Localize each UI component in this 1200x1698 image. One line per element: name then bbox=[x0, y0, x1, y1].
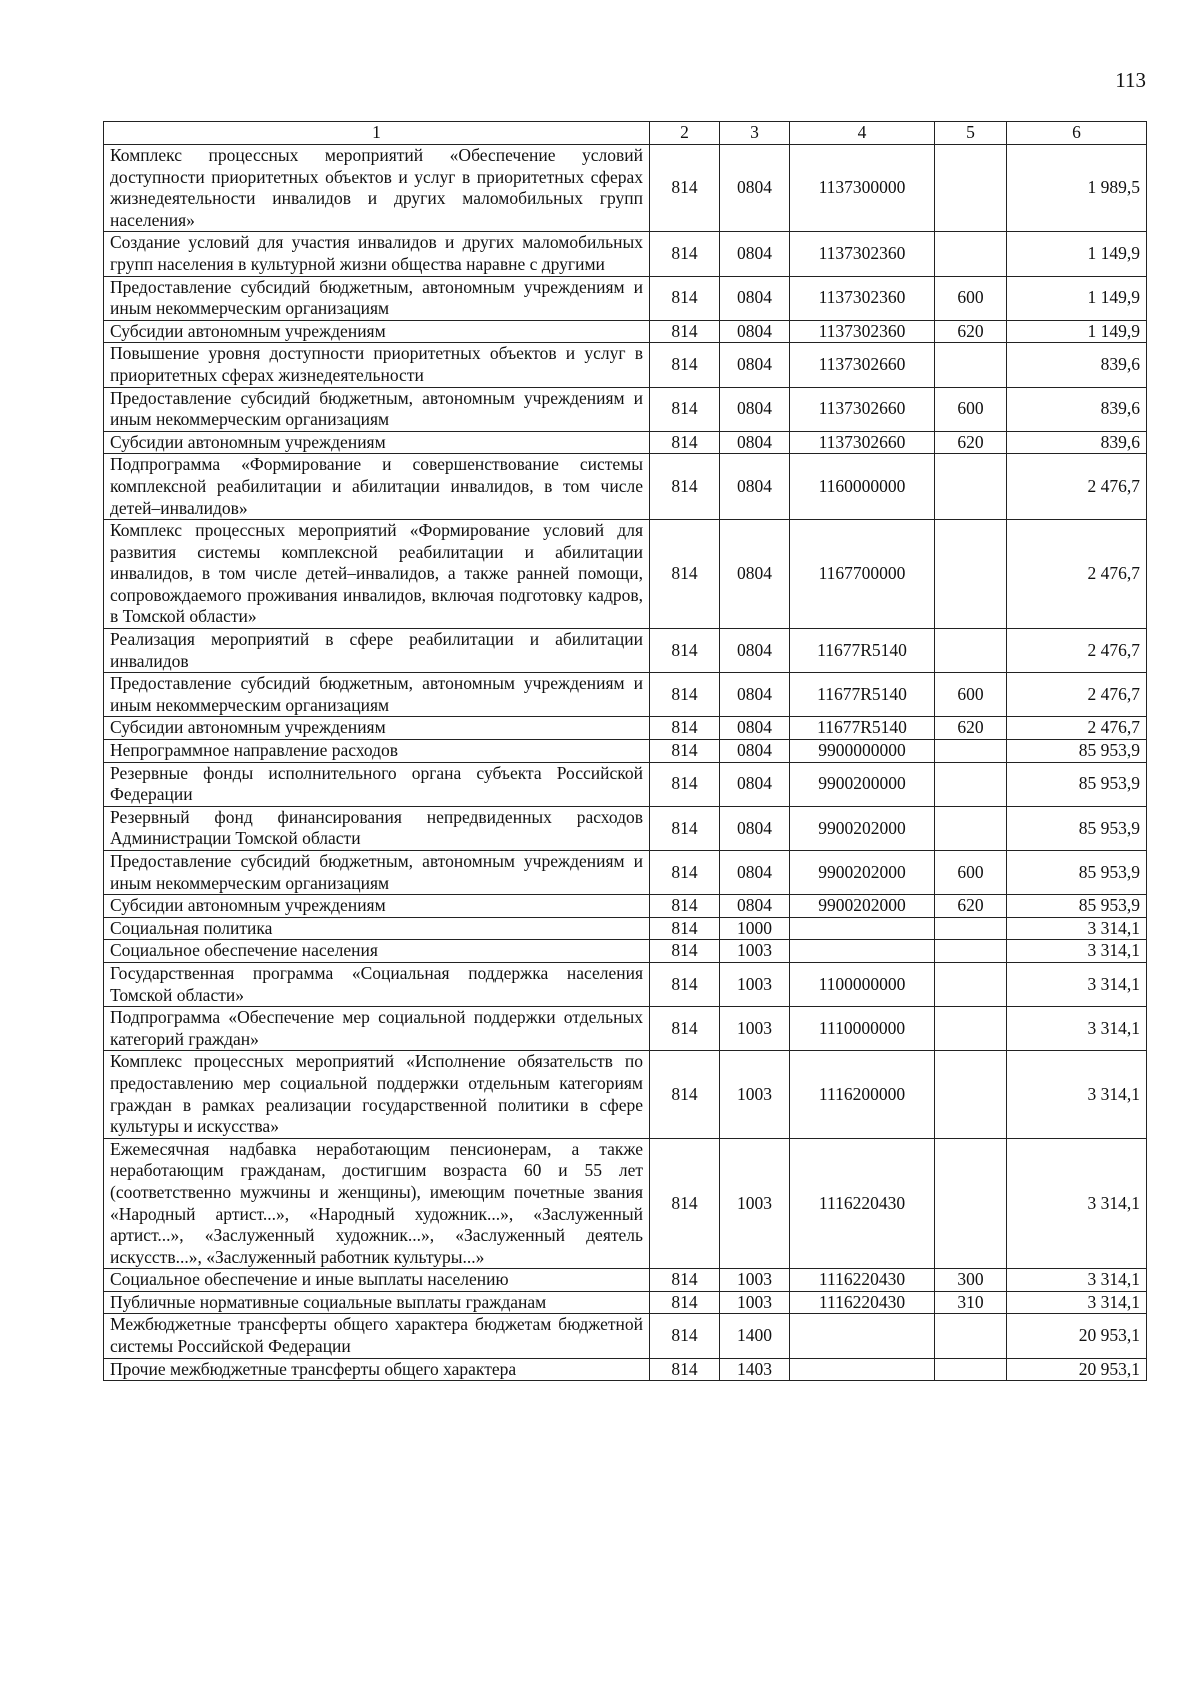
cell-amount: 85 953,9 bbox=[1007, 806, 1147, 850]
cell-name: Подпрограмма «Формирование и совершенствование системы комплексной реабилитации и абилитации инвалидов, в том числе детей–инвалидов» bbox=[104, 454, 650, 520]
table-row bbox=[104, 717, 1147, 740]
cell-ministry-code: 814 bbox=[650, 232, 720, 276]
cell-expense-type bbox=[935, 1314, 1007, 1358]
cell-expense-type bbox=[935, 232, 1007, 276]
cell-expense-type bbox=[935, 454, 1007, 520]
cell-amount: 1 149,9 bbox=[1007, 320, 1147, 343]
cell-target-article: 1100000000 bbox=[790, 962, 935, 1006]
cell-ministry-code: 814 bbox=[650, 520, 720, 629]
cell-section-code: 0804 bbox=[720, 806, 790, 850]
cell-name: Непрограммное направление расходов bbox=[104, 740, 650, 763]
cell-section-code: 0804 bbox=[720, 320, 790, 343]
cell-section-code: 0804 bbox=[720, 851, 790, 895]
cell-amount: 85 953,9 bbox=[1007, 762, 1147, 806]
cell-ministry-code: 814 bbox=[650, 1291, 720, 1314]
cell-amount: 2 476,7 bbox=[1007, 629, 1147, 673]
table-row bbox=[104, 917, 1147, 940]
cell-amount: 1 149,9 bbox=[1007, 232, 1147, 276]
cell-ministry-code: 814 bbox=[650, 962, 720, 1006]
cell-target-article: 11677R5140 bbox=[790, 673, 935, 717]
cell-target-article: 1137302360 bbox=[790, 276, 935, 320]
cell-name: Публичные нормативные социальные выплаты гражданам bbox=[104, 1291, 650, 1314]
cell-name: Социальное обеспечение и иные выплаты населению bbox=[104, 1269, 650, 1292]
cell-target-article: 9900000000 bbox=[790, 740, 935, 763]
cell-amount: 2 476,7 bbox=[1007, 717, 1147, 740]
cell-ministry-code: 814 bbox=[650, 1314, 720, 1358]
cell-name: Ежемесячная надбавка неработающим пенсионерам, а также неработающим гражданам, достигшим возраста 60 и 55 лет (соответственно мужчины и женщины), имеющим почетные звания «Народный артист...», «Народный художник...», «Заслуженный артист...», «Заслуженный художник...», «Заслуженный деятель искусств...», «Заслуженный работник культуры...» bbox=[104, 1138, 650, 1269]
cell-target-article bbox=[790, 940, 935, 963]
cell-ministry-code: 814 bbox=[650, 1138, 720, 1269]
cell-section-code: 0804 bbox=[720, 276, 790, 320]
cell-name: Резервный фонд финансирования непредвиденных расходов Администрации Томской области bbox=[104, 806, 650, 850]
cell-amount: 85 953,9 bbox=[1007, 740, 1147, 763]
cell-section-code: 1003 bbox=[720, 1051, 790, 1138]
cell-section-code: 1000 bbox=[720, 917, 790, 940]
cell-expense-type bbox=[935, 1358, 1007, 1381]
cell-amount: 1 149,9 bbox=[1007, 276, 1147, 320]
table-row bbox=[104, 1138, 1147, 1269]
cell-ministry-code: 814 bbox=[650, 895, 720, 918]
cell-target-article: 1116220430 bbox=[790, 1138, 935, 1269]
cell-section-code: 0804 bbox=[720, 232, 790, 276]
table-row bbox=[104, 740, 1147, 763]
cell-target-article: 1137302660 bbox=[790, 387, 935, 431]
cell-name: Субсидии автономным учреждениям bbox=[104, 717, 650, 740]
cell-section-code: 0804 bbox=[720, 431, 790, 454]
table-row bbox=[104, 454, 1147, 520]
table-row bbox=[104, 962, 1147, 1006]
cell-target-article: 1116200000 bbox=[790, 1051, 935, 1138]
cell-name: Резервные фонды исполнительного органа субъекта Российской Федерации bbox=[104, 762, 650, 806]
cell-section-code: 1400 bbox=[720, 1314, 790, 1358]
table-row bbox=[104, 145, 1147, 232]
cell-section-code: 0804 bbox=[720, 520, 790, 629]
cell-expense-type bbox=[935, 1051, 1007, 1138]
cell-expense-type: 600 bbox=[935, 673, 1007, 717]
cell-ministry-code: 814 bbox=[650, 320, 720, 343]
cell-name: Комплекс процессных мероприятий «Исполнение обязательств по предоставлению мер социальной поддержки отдельным категориям граждан в рамках реализации государственной политики в сфере культуры и искусства» bbox=[104, 1051, 650, 1138]
cell-target-article bbox=[790, 1314, 935, 1358]
cell-name: Субсидии автономным учреждениям bbox=[104, 320, 650, 343]
cell-target-article: 11677R5140 bbox=[790, 717, 935, 740]
cell-expense-type bbox=[935, 740, 1007, 763]
cell-expense-type bbox=[935, 917, 1007, 940]
cell-amount: 85 953,9 bbox=[1007, 895, 1147, 918]
cell-expense-type: 600 bbox=[935, 851, 1007, 895]
table-row bbox=[104, 895, 1147, 918]
table-row bbox=[104, 806, 1147, 850]
cell-ministry-code: 814 bbox=[650, 454, 720, 520]
table-header bbox=[104, 122, 1147, 145]
cell-ministry-code: 814 bbox=[650, 431, 720, 454]
cell-ministry-code: 814 bbox=[650, 806, 720, 850]
cell-amount: 3 314,1 bbox=[1007, 1291, 1147, 1314]
cell-amount: 3 314,1 bbox=[1007, 1138, 1147, 1269]
table-row bbox=[104, 1051, 1147, 1138]
cell-expense-type bbox=[935, 940, 1007, 963]
cell-expense-type: 300 bbox=[935, 1269, 1007, 1292]
cell-ministry-code: 814 bbox=[650, 740, 720, 763]
header-col-1: 1 bbox=[104, 122, 650, 145]
cell-amount: 3 314,1 bbox=[1007, 1051, 1147, 1138]
header-col-2: 2 bbox=[650, 122, 720, 145]
cell-amount: 3 314,1 bbox=[1007, 940, 1147, 963]
cell-name: Предоставление субсидий бюджетным, автономным учреждениям и иным некоммерческим организациям bbox=[104, 387, 650, 431]
cell-amount: 1 989,5 bbox=[1007, 145, 1147, 232]
table-row bbox=[104, 232, 1147, 276]
cell-name: Субсидии автономным учреждениям bbox=[104, 895, 650, 918]
cell-target-article: 1137302660 bbox=[790, 431, 935, 454]
cell-amount: 85 953,9 bbox=[1007, 851, 1147, 895]
cell-target-article: 11677R5140 bbox=[790, 629, 935, 673]
header-row bbox=[104, 122, 1147, 145]
cell-name: Субсидии автономным учреждениям bbox=[104, 431, 650, 454]
cell-section-code: 1003 bbox=[720, 1007, 790, 1051]
cell-name: Реализация мероприятий в сфере реабилитации и абилитации инвалидов bbox=[104, 629, 650, 673]
cell-expense-type bbox=[935, 962, 1007, 1006]
cell-section-code: 1003 bbox=[720, 1138, 790, 1269]
cell-section-code: 1003 bbox=[720, 962, 790, 1006]
cell-expense-type: 620 bbox=[935, 895, 1007, 918]
cell-target-article: 9900202000 bbox=[790, 895, 935, 918]
cell-target-article: 1137302360 bbox=[790, 320, 935, 343]
table-row bbox=[104, 276, 1147, 320]
cell-section-code: 0804 bbox=[720, 673, 790, 717]
cell-target-article: 1137302360 bbox=[790, 232, 935, 276]
cell-name: Социальное обеспечение населения bbox=[104, 940, 650, 963]
cell-expense-type bbox=[935, 520, 1007, 629]
cell-expense-type bbox=[935, 762, 1007, 806]
cell-name: Комплекс процессных мероприятий «Формирование условий для развития системы комплексной реабилитации и абилитации инвалидов, в том числе детей–инвалидов, а также ранней помощи, сопровождаемого проживания инвалидов, включая подготовку кадров, в Томской области» bbox=[104, 520, 650, 629]
cell-amount: 839,6 bbox=[1007, 343, 1147, 387]
budget-table bbox=[103, 121, 1147, 1381]
table-row bbox=[104, 940, 1147, 963]
cell-name: Повышение уровня доступности приоритетных объектов и услуг в приоритетных сферах жизнедеятельности bbox=[104, 343, 650, 387]
cell-target-article: 9900200000 bbox=[790, 762, 935, 806]
cell-section-code: 0804 bbox=[720, 629, 790, 673]
cell-target-article: 1116220430 bbox=[790, 1269, 935, 1292]
header-col-3: 3 bbox=[720, 122, 790, 145]
cell-expense-type: 310 bbox=[935, 1291, 1007, 1314]
cell-section-code: 0804 bbox=[720, 762, 790, 806]
cell-amount: 2 476,7 bbox=[1007, 520, 1147, 629]
cell-ministry-code: 814 bbox=[650, 1358, 720, 1381]
cell-ministry-code: 814 bbox=[650, 762, 720, 806]
table-row bbox=[104, 1269, 1147, 1292]
cell-ministry-code: 814 bbox=[650, 1051, 720, 1138]
cell-section-code: 1003 bbox=[720, 940, 790, 963]
cell-expense-type bbox=[935, 145, 1007, 232]
cell-section-code: 1003 bbox=[720, 1269, 790, 1292]
cell-section-code: 0804 bbox=[720, 145, 790, 232]
cell-ministry-code: 814 bbox=[650, 387, 720, 431]
cell-amount: 3 314,1 bbox=[1007, 917, 1147, 940]
cell-expense-type bbox=[935, 806, 1007, 850]
cell-name: Комплекс процессных мероприятий «Обеспечение условий доступности приоритетных объектов и услуг в приоритетных сферах жизнедеятельности инвалидов и других маломобильных групп населения» bbox=[104, 145, 650, 232]
cell-expense-type bbox=[935, 629, 1007, 673]
cell-amount: 20 953,1 bbox=[1007, 1358, 1147, 1381]
cell-amount: 2 476,7 bbox=[1007, 454, 1147, 520]
cell-name: Государственная программа «Социальная поддержка населения Томской области» bbox=[104, 962, 650, 1006]
table-row bbox=[104, 520, 1147, 629]
cell-amount: 839,6 bbox=[1007, 387, 1147, 431]
cell-section-code: 1403 bbox=[720, 1358, 790, 1381]
cell-name: Предоставление субсидий бюджетным, автономным учреждениям и иным некоммерческим организациям bbox=[104, 851, 650, 895]
table-row bbox=[104, 1314, 1147, 1358]
cell-target-article bbox=[790, 1358, 935, 1381]
cell-ministry-code: 814 bbox=[650, 851, 720, 895]
cell-name: Социальная политика bbox=[104, 917, 650, 940]
cell-ministry-code: 814 bbox=[650, 1269, 720, 1292]
cell-expense-type bbox=[935, 343, 1007, 387]
header-col-4: 4 bbox=[790, 122, 935, 145]
cell-target-article: 1116220430 bbox=[790, 1291, 935, 1314]
cell-name: Межбюджетные трансферты общего характера бюджетам бюджетной системы Российской Федерации bbox=[104, 1314, 650, 1358]
cell-amount: 20 953,1 bbox=[1007, 1314, 1147, 1358]
cell-section-code: 0804 bbox=[720, 895, 790, 918]
page-number: 113 bbox=[1115, 68, 1146, 92]
cell-target-article: 1110000000 bbox=[790, 1007, 935, 1051]
cell-ministry-code: 814 bbox=[650, 629, 720, 673]
cell-amount: 3 314,1 bbox=[1007, 962, 1147, 1006]
cell-amount: 3 314,1 bbox=[1007, 1269, 1147, 1292]
cell-ministry-code: 814 bbox=[650, 1007, 720, 1051]
cell-target-article bbox=[790, 917, 935, 940]
cell-target-article: 9900202000 bbox=[790, 851, 935, 895]
cell-ministry-code: 814 bbox=[650, 145, 720, 232]
cell-expense-type bbox=[935, 1007, 1007, 1051]
table-row bbox=[104, 1358, 1147, 1381]
table-row bbox=[104, 431, 1147, 454]
cell-name: Подпрограмма «Обеспечение мер социальной поддержки отдельных категорий граждан» bbox=[104, 1007, 650, 1051]
table-row bbox=[104, 1291, 1147, 1314]
cell-name: Прочие межбюджетные трансферты общего характера bbox=[104, 1358, 650, 1381]
cell-name: Предоставление субсидий бюджетным, автономным учреждениям и иным некоммерческим организациям bbox=[104, 673, 650, 717]
cell-expense-type: 620 bbox=[935, 320, 1007, 343]
cell-ministry-code: 814 bbox=[650, 343, 720, 387]
table-row bbox=[104, 629, 1147, 673]
header-col-5: 5 bbox=[935, 122, 1007, 145]
cell-expense-type: 620 bbox=[935, 431, 1007, 454]
cell-expense-type bbox=[935, 1138, 1007, 1269]
cell-amount: 839,6 bbox=[1007, 431, 1147, 454]
cell-target-article: 1160000000 bbox=[790, 454, 935, 520]
cell-target-article: 1167700000 bbox=[790, 520, 935, 629]
cell-ministry-code: 814 bbox=[650, 673, 720, 717]
table-body bbox=[104, 145, 1147, 1381]
cell-section-code: 1003 bbox=[720, 1291, 790, 1314]
cell-ministry-code: 814 bbox=[650, 940, 720, 963]
cell-name: Создание условий для участия инвалидов и других маломобильных групп населения в культурной жизни общества наравне с другими bbox=[104, 232, 650, 276]
cell-expense-type: 620 bbox=[935, 717, 1007, 740]
cell-name: Предоставление субсидий бюджетным, автономным учреждениям и иным некоммерческим организациям bbox=[104, 276, 650, 320]
table-row bbox=[104, 1007, 1147, 1051]
cell-amount: 2 476,7 bbox=[1007, 673, 1147, 717]
cell-section-code: 0804 bbox=[720, 343, 790, 387]
cell-section-code: 0804 bbox=[720, 454, 790, 520]
header-col-6: 6 bbox=[1007, 122, 1147, 145]
cell-target-article: 9900202000 bbox=[790, 806, 935, 850]
table-row bbox=[104, 673, 1147, 717]
cell-ministry-code: 814 bbox=[650, 917, 720, 940]
table-row bbox=[104, 387, 1147, 431]
cell-section-code: 0804 bbox=[720, 717, 790, 740]
cell-ministry-code: 814 bbox=[650, 276, 720, 320]
cell-ministry-code: 814 bbox=[650, 717, 720, 740]
table-row bbox=[104, 851, 1147, 895]
cell-expense-type: 600 bbox=[935, 276, 1007, 320]
cell-target-article: 1137300000 bbox=[790, 145, 935, 232]
table-row bbox=[104, 320, 1147, 343]
table-row bbox=[104, 762, 1147, 806]
cell-section-code: 0804 bbox=[720, 387, 790, 431]
cell-section-code: 0804 bbox=[720, 740, 790, 763]
cell-expense-type: 600 bbox=[935, 387, 1007, 431]
cell-target-article: 1137302660 bbox=[790, 343, 935, 387]
cell-amount: 3 314,1 bbox=[1007, 1007, 1147, 1051]
table-row bbox=[104, 343, 1147, 387]
